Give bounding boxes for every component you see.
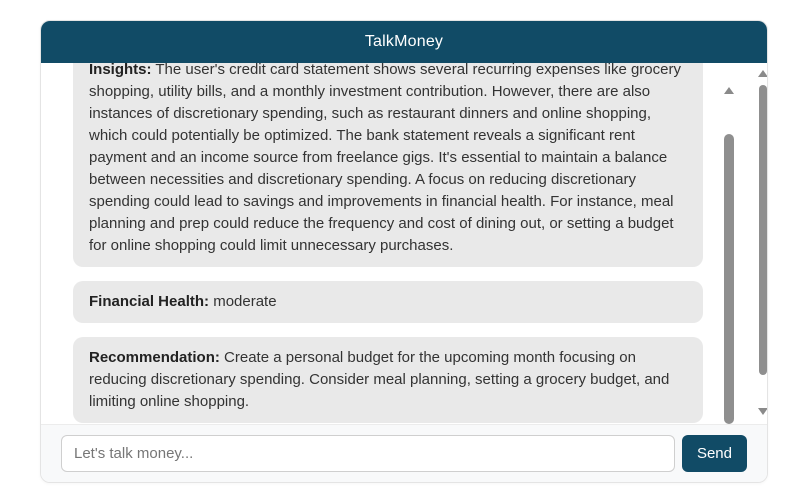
message-insights bbox=[73, 63, 703, 267]
app-header bbox=[41, 21, 767, 63]
inner-scrollbar-thumb[interactable] bbox=[724, 134, 734, 424]
message-insights-text: The user's credit card statement shows several recurring expenses like grocery shopping, utility bills, and a monthly investment contribution. However, there are also instances of discretionary spending, such as restaurant dinners and online shopping, which could potentially be optimized. The bank statement reveals a significant rent payment and an income source from freelance gigs. It's essential to maintain a balance between necessities and discretionary spending. A focus on reducing discretionary spending could lead to savings and improvements in financial health. For instance, meal planning and prep could reduce the frequency and cost of dining out, or setting a budget for online shopping could limit unnecessary purchases. bbox=[89, 63, 681, 254]
message-input[interactable] bbox=[61, 435, 675, 472]
send-button[interactable]: Send bbox=[682, 435, 747, 472]
composer bbox=[41, 424, 767, 482]
message-financial-health bbox=[73, 281, 703, 323]
message-list bbox=[41, 63, 767, 424]
message-recommendation bbox=[73, 337, 703, 423]
app-title: TalkMoney bbox=[364, 33, 444, 50]
message-insights-label: Insights: bbox=[89, 63, 152, 78]
outer-scrollbar-down-arrow-icon[interactable] bbox=[758, 408, 767, 415]
message-recommendation-label: Recommendation: bbox=[89, 349, 220, 366]
outer-scrollbar-up-arrow-icon[interactable] bbox=[758, 70, 767, 77]
outer-scrollbar-thumb[interactable] bbox=[759, 85, 767, 375]
message-recommendation-text: Create a personal budget for the upcoming month focusing on reducing discretionary spending. Consider meal planning, setting a grocery budget, and limiting online shopping. bbox=[89, 349, 670, 410]
message-financial-health-label: Financial Health: bbox=[89, 293, 210, 310]
talkmoney-card bbox=[40, 20, 768, 483]
message-financial-health-text: moderate bbox=[209, 293, 277, 310]
inner-scrollbar-up-arrow-icon[interactable] bbox=[724, 87, 734, 94]
